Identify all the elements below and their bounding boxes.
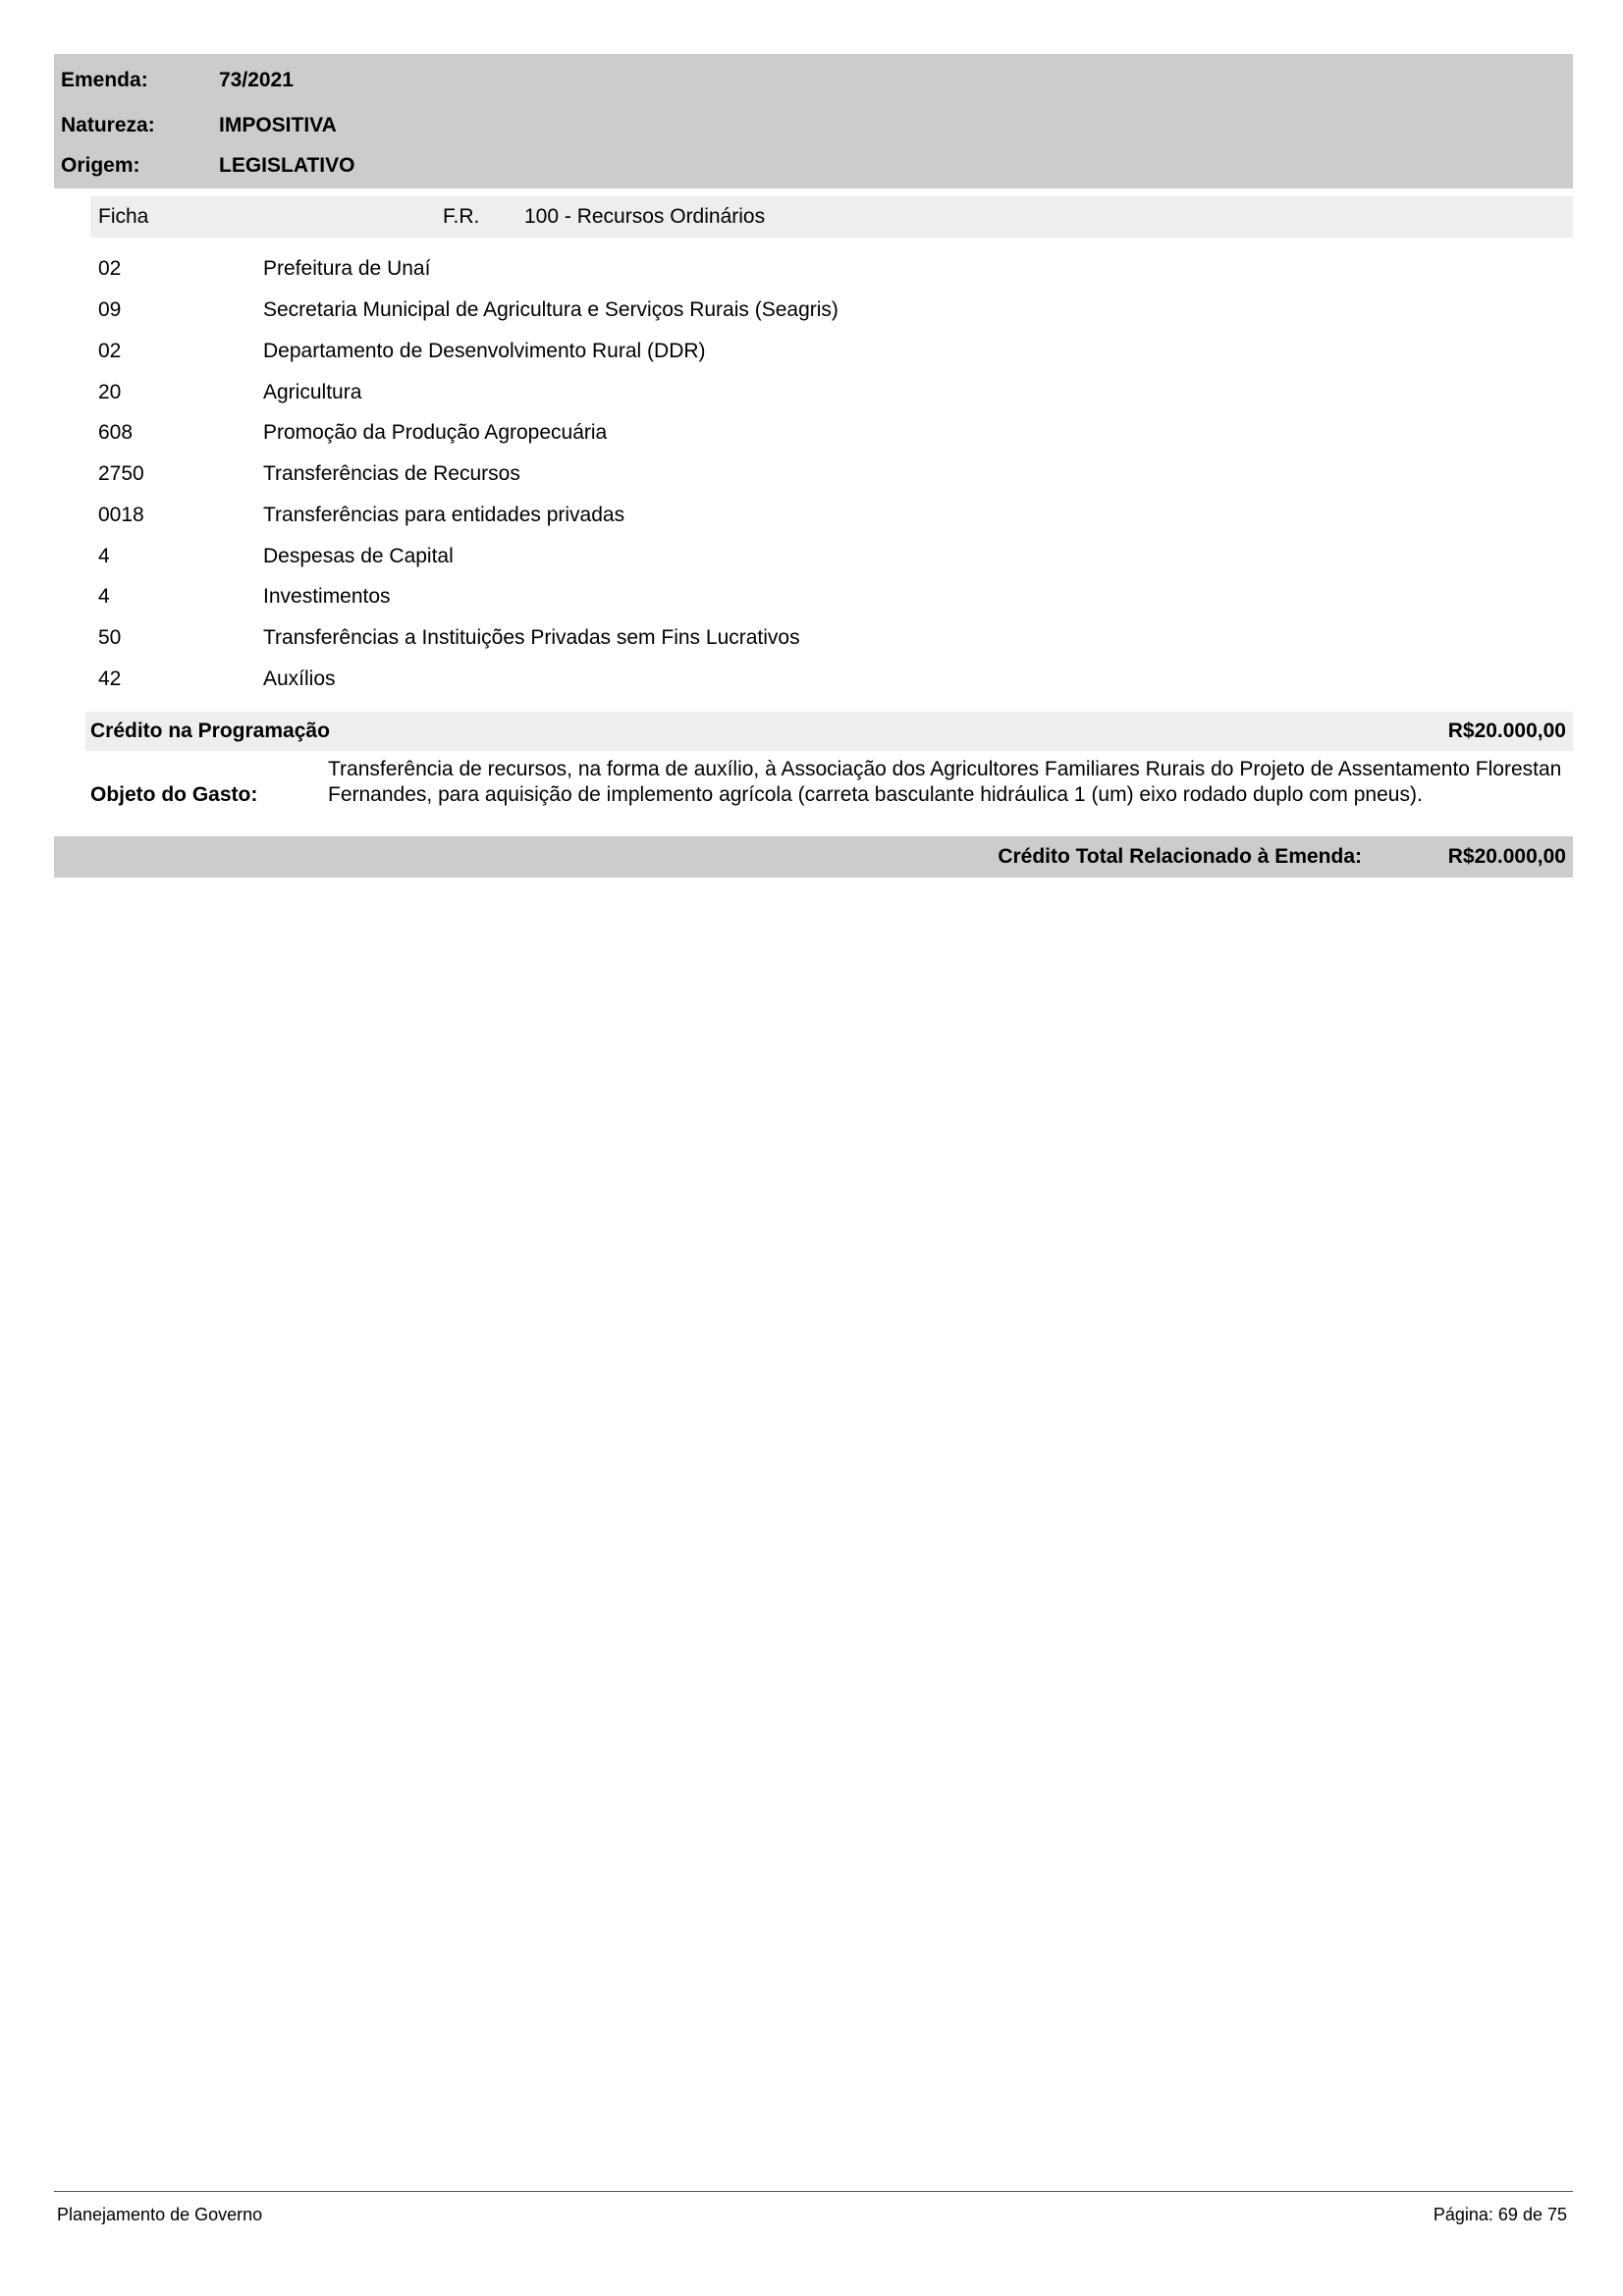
- total-label: Crédito Total Relacionado à Emenda:: [998, 845, 1362, 868]
- dotacao-desc: Prefeitura de Unaí: [263, 257, 431, 280]
- origem-value: LEGISLATIVO: [219, 154, 355, 177]
- dotacao-item: [98, 582, 1473, 612]
- objeto-text: Transferência de recursos, na forma de auxílio, à Associação dos Agricultores Familiares Rurais do Projeto de Assentamento Florestan Fernandes, para aquisição de implemento agrícola (carreta basculante hidráulica 1 (um) eixo rodado duplo com pneus).: [328, 758, 1562, 806]
- emenda-label: Emenda:: [61, 69, 148, 91]
- total-value: R$20.000,00: [1447, 845, 1566, 868]
- dotacao-item: [98, 542, 1473, 571]
- dotacao-desc: Agricultura: [263, 381, 362, 403]
- credito-label: Crédito na Programação: [90, 720, 330, 742]
- dotacao-code: 02: [98, 340, 122, 362]
- origem-label: Origem:: [61, 154, 140, 177]
- dotacao-code: 09: [98, 298, 122, 321]
- dotacao-item: [98, 665, 1473, 694]
- dotacao-item: [98, 337, 1473, 366]
- dotacao-code: 2750: [98, 462, 144, 485]
- objeto-label: Objeto do Gasto:: [90, 783, 258, 806]
- ficha-label: Ficha: [98, 205, 149, 228]
- credito-programacao-row: [85, 712, 1573, 751]
- credito-value: R$20.000,00: [1447, 720, 1566, 742]
- dotacao-code: 42: [98, 667, 122, 690]
- footer-page-number: Página: 69 de 75: [1433, 2205, 1567, 2224]
- dotacao-desc: Secretaria Municipal de Agricultura e Serviços Rurais (Seagris): [263, 298, 839, 321]
- dotacao-desc: Auxílios: [263, 667, 336, 690]
- dotacao-desc: Departamento de Desenvolvimento Rural (DDR): [263, 340, 706, 362]
- dotacao-desc: Despesas de Capital: [263, 545, 454, 567]
- dotacao-desc: Investimentos: [263, 585, 391, 608]
- emenda-header: [54, 54, 1573, 188]
- dotacao-item: [98, 623, 1473, 653]
- natureza-value: IMPOSITIVA: [219, 114, 337, 136]
- dotacao-code: 0018: [98, 504, 144, 526]
- dotacao-item: [98, 418, 1473, 448]
- dotacao-code: 4: [98, 545, 110, 567]
- emenda-value: 73/2021: [219, 69, 294, 91]
- dotacao-code: 4: [98, 585, 110, 608]
- dotacao-item: [98, 295, 1473, 325]
- natureza-label: Natureza:: [61, 114, 155, 136]
- dotacao-item: [98, 378, 1473, 407]
- dotacao-desc: Transferências de Recursos: [263, 462, 520, 485]
- dotacao-desc: Transferências para entidades privadas: [263, 504, 625, 526]
- fr-label: F.R.: [443, 205, 480, 228]
- fr-value: 100 - Recursos Ordinários: [524, 205, 766, 228]
- dotacao-code: 608: [98, 421, 134, 444]
- dotacao-desc: Promoção da Produção Agropecuária: [263, 421, 608, 444]
- dotacao-code: 20: [98, 381, 122, 403]
- dotacao-code: 50: [98, 626, 122, 649]
- footer-divider: [54, 2191, 1573, 2192]
- dotacao-desc: Transferências a Instituições Privadas sem Fins Lucrativos: [263, 626, 800, 649]
- ficha-row: [90, 196, 1573, 238]
- dotacao-item: [98, 459, 1473, 489]
- dotacao-code: 02: [98, 257, 122, 280]
- dotacao-item: [98, 501, 1473, 530]
- footer-left: Planejamento de Governo: [57, 2205, 263, 2224]
- credito-total-row: [54, 836, 1573, 878]
- dotacao-item: [98, 254, 1473, 284]
